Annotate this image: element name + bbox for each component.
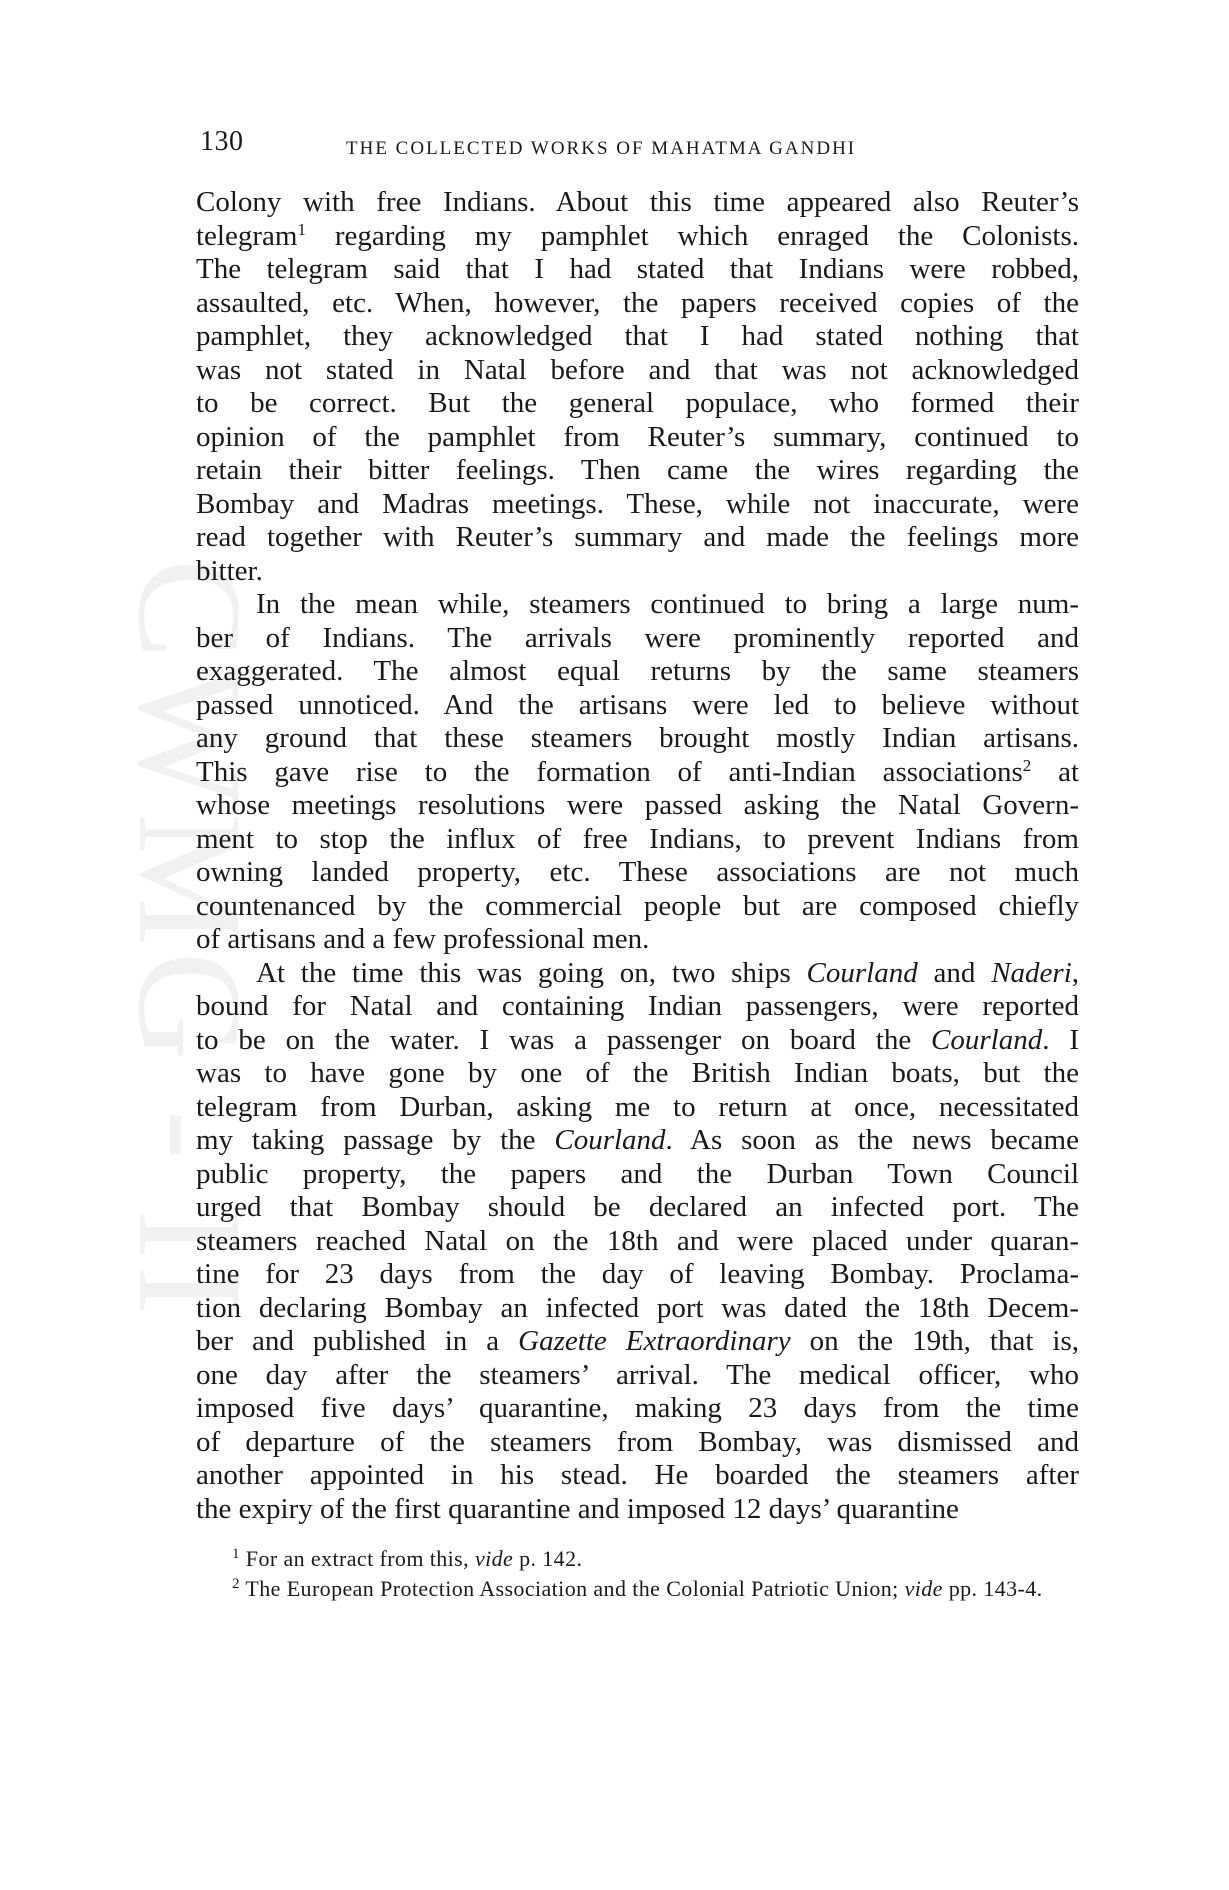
text-run: assaulted, etc. When, however, the papers received copies of the [196, 286, 1079, 319]
text-line [196, 1325, 1079, 1359]
text-run: was to have gone by one of the British Indian boats, but the [196, 1057, 1079, 1089]
text-line [196, 722, 1079, 756]
text-run: In the mean while, steamers continued to bring a large num- [256, 588, 1079, 620]
text-run: countenanced by the commercial people but are composed chiefly [196, 889, 1079, 922]
text-run: regarding my pamphlet which enraged the Colonists. [305, 219, 1079, 252]
footnote [196, 1574, 1079, 1604]
footnotes [196, 1544, 1079, 1604]
text-line [196, 1024, 1079, 1058]
text-run: ment to stop the influx of free Indians, to prevent Indians from [196, 822, 1079, 855]
italic-text: Courland [806, 956, 918, 989]
text-run: to be correct. But the general populace, who formed their [196, 387, 1079, 419]
text-run: At the time this was going on, two ships [256, 956, 807, 989]
text-line [196, 990, 1079, 1024]
text-run: was not stated in Natal before and that was not acknowledged [196, 353, 1079, 386]
text-line [196, 387, 1079, 421]
text-run: one day after the steamers’ arrival. The medical officer, who [196, 1358, 1079, 1391]
text-run: passed unnoticed. And the artisans were led to believe without [196, 688, 1079, 721]
text-run: telegram [196, 219, 298, 252]
text-line [196, 1091, 1079, 1125]
text-line [196, 1392, 1079, 1426]
text-run: The telegram said that I had stated that Indians were robbed, [196, 253, 1079, 285]
text-run: any ground that these steamers brought mostly Indian artisans. [196, 722, 1079, 754]
text-run: ber and published in a [196, 1325, 519, 1357]
text-line [196, 220, 1079, 254]
footnote-marker: 2 [1022, 755, 1032, 775]
text-run: of artisans and a few professional men. [196, 923, 650, 955]
text-run: the expiry of the first quarantine and imposed 12 days’ quarantine [196, 1492, 959, 1525]
text-line [196, 856, 1079, 890]
text-line [196, 287, 1079, 321]
text-line [196, 1057, 1079, 1091]
text-line [196, 1426, 1079, 1460]
text-line [196, 521, 1079, 555]
text-run: and [917, 956, 992, 989]
text-line [196, 1493, 1079, 1527]
text-run: ber of Indians. The arrivals were prominently reported and [196, 621, 1079, 654]
text-run: telegram from Durban, asking me to return at once, necessitated [196, 1090, 1079, 1123]
text-run: p. 142. [513, 1546, 583, 1571]
italic-text: vide [474, 1546, 514, 1571]
italic-text: Naderi [991, 956, 1072, 989]
text-line [196, 890, 1079, 924]
text-run: of departure of the steamers from Bombay, was dismissed and [196, 1425, 1079, 1458]
text-run: to be on the water. I was a passenger on board the [196, 1023, 932, 1056]
text-line [196, 789, 1079, 823]
text-run: This gave rise to the formation of anti-Indian associations [196, 755, 1023, 788]
text-run: . I [1042, 1023, 1079, 1056]
footnote-marker: 1 [232, 1546, 240, 1562]
text-line [196, 655, 1079, 689]
text-line [196, 1191, 1079, 1225]
text-run: steamers reached Natal on the 18th and were placed under quaran- [196, 1224, 1079, 1257]
text-run: urged that Bombay should be declared an infected port. The [196, 1191, 1079, 1223]
italic-text: Courland [554, 1124, 666, 1156]
text-run: public property, the papers and the Durban Town Council [196, 1157, 1079, 1190]
text-run: imposed five days’ quarantine, making 23 days from the time [196, 1392, 1079, 1424]
text-line [196, 1459, 1079, 1493]
italic-text: Courland [931, 1023, 1043, 1056]
text-line [196, 186, 1079, 220]
body-text [196, 186, 1079, 1526]
italic-text: vide [904, 1576, 943, 1601]
text-line [196, 1158, 1079, 1192]
text-run: tine for 23 days from the day of leaving Bombay. Proclama- [196, 1258, 1079, 1290]
text-run: bitter. [196, 554, 263, 587]
paragraph [196, 588, 1079, 957]
running-head: THE COLLECTED WORKS OF MAHATMA GANDHI [346, 138, 857, 159]
text-run: opinion of the pamphlet from Reuter’s summary, continued to [196, 420, 1079, 453]
text-line [196, 957, 1079, 991]
text-run: retain their bitter feelings. Then came the wires regarding the [196, 454, 1079, 486]
paragraph [196, 186, 1079, 588]
text-run: exaggerated. The almost equal returns by the same steamers [196, 655, 1079, 687]
paragraph [196, 957, 1079, 1527]
text-line [196, 320, 1079, 354]
text-line [196, 1359, 1079, 1393]
text-run: whose meetings resolutions were passed asking the Natal Govern- [196, 789, 1079, 821]
page-number: 130 [200, 126, 244, 157]
text-run: another appointed in his stead. He boarded the steamers after [196, 1459, 1079, 1491]
text-run: For an extract from this, [239, 1546, 475, 1571]
text-line [196, 1124, 1079, 1158]
text-run: read together with Reuter’s summary and made the feelings more [196, 521, 1079, 553]
footnote-marker: 2 [232, 1576, 240, 1592]
text-line [196, 454, 1079, 488]
text-line [196, 1225, 1079, 1259]
text-run: at [1031, 755, 1079, 788]
text-run: tion declaring Bombay an infected port was dated the 18th Decem- [196, 1291, 1079, 1324]
footnote [196, 1544, 1079, 1574]
text-run: , [1071, 956, 1079, 989]
watermark-text: CWMG II [118, 560, 238, 1320]
text-run: owning landed property, etc. These associations are not much [196, 856, 1079, 888]
text-run: on the 19th, that is, [790, 1325, 1079, 1357]
text-line [196, 1292, 1079, 1326]
text-line [196, 622, 1079, 656]
text-line [196, 354, 1079, 388]
text-line [196, 488, 1079, 522]
text-run: Bombay and Madras meetings. These, while not inaccurate, were [196, 487, 1079, 520]
text-run: . As soon as the news became [665, 1124, 1079, 1156]
text-line [196, 756, 1079, 790]
italic-text: Gazette Extraordinary [518, 1325, 791, 1357]
text-line [196, 823, 1079, 857]
footnote-marker: 1 [297, 219, 306, 239]
text-line [196, 689, 1079, 723]
text-run: bound for Natal and containing Indian passengers, were reported [196, 990, 1079, 1022]
page-header [200, 126, 1080, 166]
text-run: my taking passage by the [196, 1124, 555, 1156]
text-run: Colony with free Indians. About this time appeared also Reuter’s [196, 186, 1079, 218]
text-line [196, 923, 1079, 957]
text-line [196, 555, 1079, 589]
text-run: pamphlet, they acknowledged that I had stated nothing that [196, 320, 1079, 352]
text-line [196, 588, 1079, 622]
text-line [196, 253, 1079, 287]
text-run: The European Protection Association and the Colonial Patriotic Union; [239, 1576, 905, 1601]
text-line [196, 421, 1079, 455]
text-line [196, 1258, 1079, 1292]
text-run: pp. 143-4. [942, 1576, 1043, 1601]
